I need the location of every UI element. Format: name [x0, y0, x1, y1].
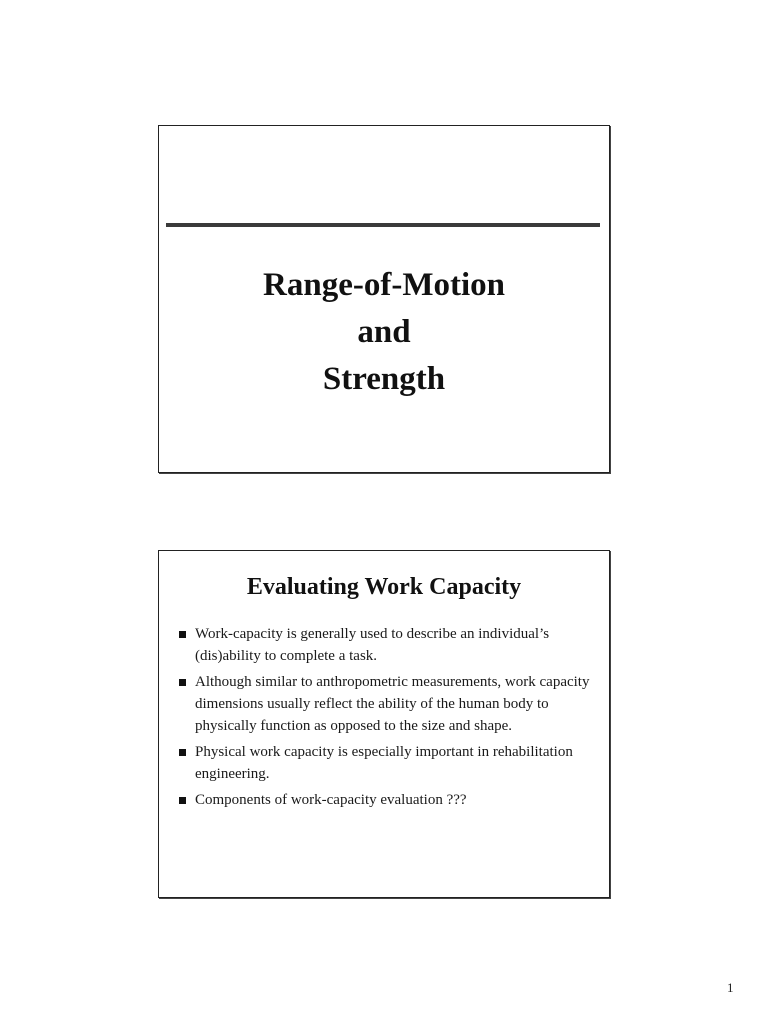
bullet-item — [179, 741, 593, 785]
square-bullet-icon — [179, 797, 186, 804]
bullet-list — [179, 623, 593, 815]
square-bullet-icon — [179, 679, 186, 686]
title-line-2: and — [357, 314, 411, 350]
slide-title — [159, 262, 609, 403]
bullet-item — [179, 789, 593, 811]
square-bullet-icon — [179, 631, 186, 638]
square-bullet-icon — [179, 749, 186, 756]
title-line-3: Strength — [322, 361, 446, 397]
bullet-text: Although similar to anthropometric measurements, work capacity dimensions usually reflect the ability of the human body to physically function as opposed to the size and shape. — [195, 674, 590, 734]
bullet-item — [179, 623, 593, 667]
bullet-item — [179, 671, 593, 737]
bullet-text: Components of work-capacity evaluation ??? — [195, 792, 467, 808]
slide-heading: Evaluating Work Capacity — [246, 574, 522, 600]
page-number: 1 — [727, 980, 734, 995]
bullet-text: Physical work capacity is especially important in rehabilitation engineering. — [195, 744, 573, 782]
slide-evaluating-work-capacity — [158, 550, 610, 898]
title-divider-rule — [166, 223, 600, 227]
title-line-1: Range-of-Motion — [263, 267, 505, 303]
bullet-text: Work-capacity is generally used to describe an individual’s (dis)ability to complete a task. — [195, 626, 550, 664]
slide-range-of-motion — [158, 125, 610, 473]
